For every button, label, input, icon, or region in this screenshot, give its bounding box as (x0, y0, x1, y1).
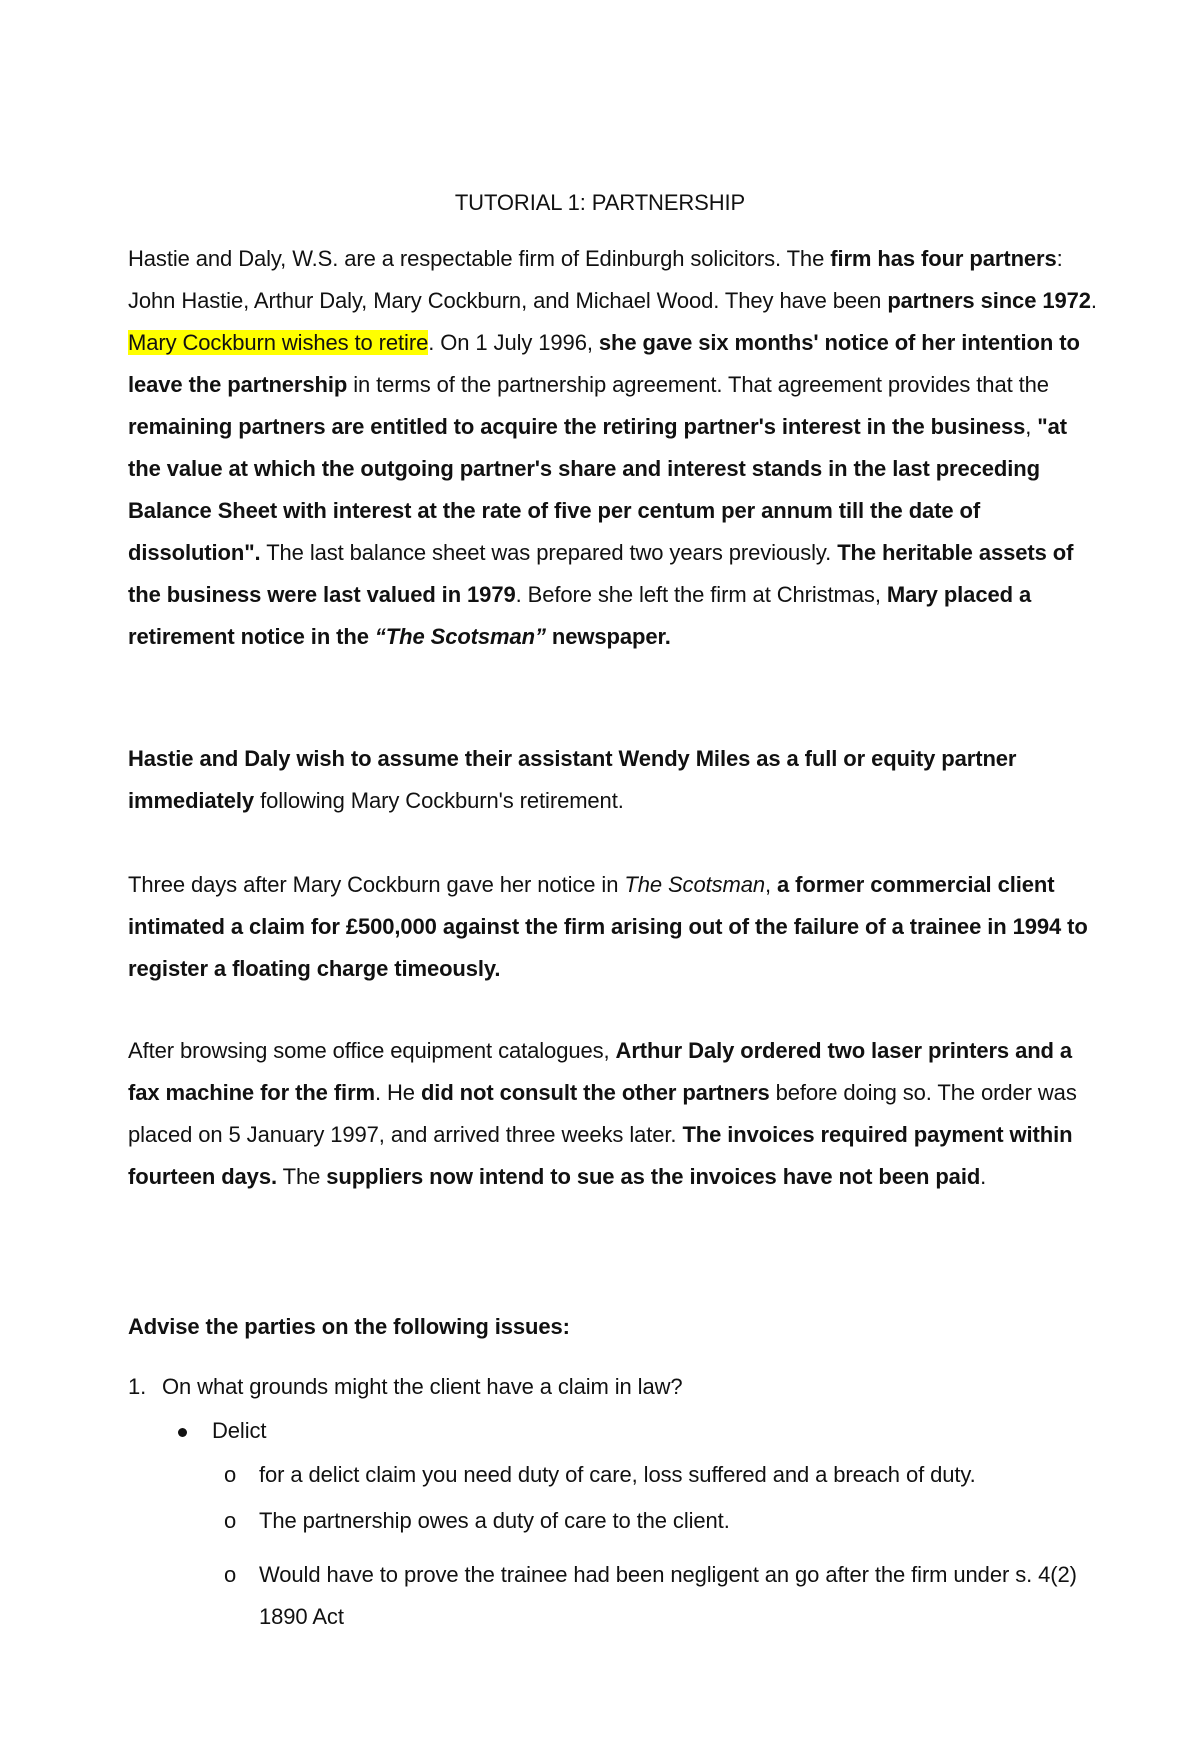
paragraph-claim (128, 864, 1098, 990)
text-run: . He (375, 1080, 421, 1105)
advise-heading-text: Advise the parties on the following issues: (128, 1314, 570, 1339)
bold-run: The heritable assets of the business were last valued in 1979 (128, 540, 1074, 607)
bold-run: Hastie and Daly wish to assume their assistant Wendy Miles as a full or equity partner immediately (128, 746, 1017, 813)
sub-bullet-text: The partnership owes a duty of care to the client. (259, 1508, 730, 1533)
bold-run: she gave six months' notice of her intention to leave the partnership (128, 330, 1080, 397)
list-item-text: On what grounds might the client have a claim in law? (162, 1374, 683, 1399)
text-run: . (1090, 288, 1097, 313)
bold-run: partners since 1972 (887, 288, 1091, 313)
bold-run: The invoices required payment within fourteen days. (128, 1122, 1073, 1189)
text-run: The last balance sheet was prepared two years previously. (260, 540, 838, 565)
bold-run: a former commercial client intimated a claim for £500,000 against the firm arising out of the failure of a trainee in 1994 to register a floating charge timeously. (128, 872, 1088, 981)
advise-heading (128, 1306, 1098, 1348)
circle-bullet-icon: o (224, 1508, 237, 1533)
text-run: . On 1 July 1996, (428, 330, 599, 355)
bold-run: firm has four partners (830, 246, 1057, 271)
text-run: . (980, 1164, 987, 1189)
text-run: Hastie and Daly, W.S. are a respectable firm of Edinburgh solicitors. The (128, 246, 831, 271)
text-run: following Mary Cockburn's retirement. (254, 788, 624, 813)
paragraph-printers (128, 1030, 1098, 1198)
bullet-text: Delict (212, 1418, 267, 1443)
bold-italic-run: “The Scotsman” (374, 624, 546, 649)
bold-run: "at the value at which the outgoing partner's share and interest stands in the last preceding Balance Sheet with interest at the rate of five per centum per annum till the date of dissolution". (128, 414, 1067, 565)
list-number: 1. (128, 1374, 147, 1399)
paragraph-wendy (128, 738, 1098, 822)
document-title: TUTORIAL 1: PARTNERSHIP (454, 190, 746, 215)
sub-bullet-text: Would have to prove the trainee had been negligent an go after the firm under s. 4(2) 1890 Act (259, 1562, 1077, 1629)
circle-bullet-icon: o (224, 1462, 237, 1487)
italic-run: The Scotsman (624, 872, 765, 897)
bold-run: remaining partners are entitled to acquire the retiring partner's interest in the business (128, 414, 1026, 439)
text-run: , (1025, 414, 1038, 439)
text-run: The (276, 1164, 327, 1189)
text-run: Three days after Mary Cockburn gave her notice in (128, 872, 625, 897)
text-run: in terms of the partnership agreement. That agreement provides that the (347, 372, 1049, 397)
text-run: : John Hastie, Arthur Daly, Mary Cockburn, and Michael Wood. They have been (128, 246, 1063, 313)
bold-run: did not consult the other partners (420, 1080, 770, 1105)
bold-run: newspaper. (545, 624, 671, 649)
text-run: before doing so. The order was placed on 5 January 1997, and arrived three weeks later. (128, 1080, 1077, 1147)
paragraph-facts (128, 238, 1098, 658)
text-run: . Before she left the firm at Christmas, (515, 582, 887, 607)
bold-run: suppliers now intend to sue as the invoices have not been paid (326, 1164, 981, 1189)
bold-run: Arthur Daly ordered two laser printers and a fax machine for the firm (128, 1038, 1073, 1105)
circle-bullet-icon: o (224, 1562, 237, 1587)
text-run: , (765, 872, 778, 897)
highlighted-text: Mary Cockburn wishes to retire (128, 330, 429, 355)
text-run: After browsing some office equipment catalogues, (128, 1038, 616, 1063)
sub-bullet-text: for a delict claim you need duty of care, loss suffered and a breach of duty. (259, 1462, 976, 1487)
bold-run: Mary placed a retirement notice in the (128, 582, 1032, 649)
bullet-dot-icon (178, 1428, 187, 1437)
